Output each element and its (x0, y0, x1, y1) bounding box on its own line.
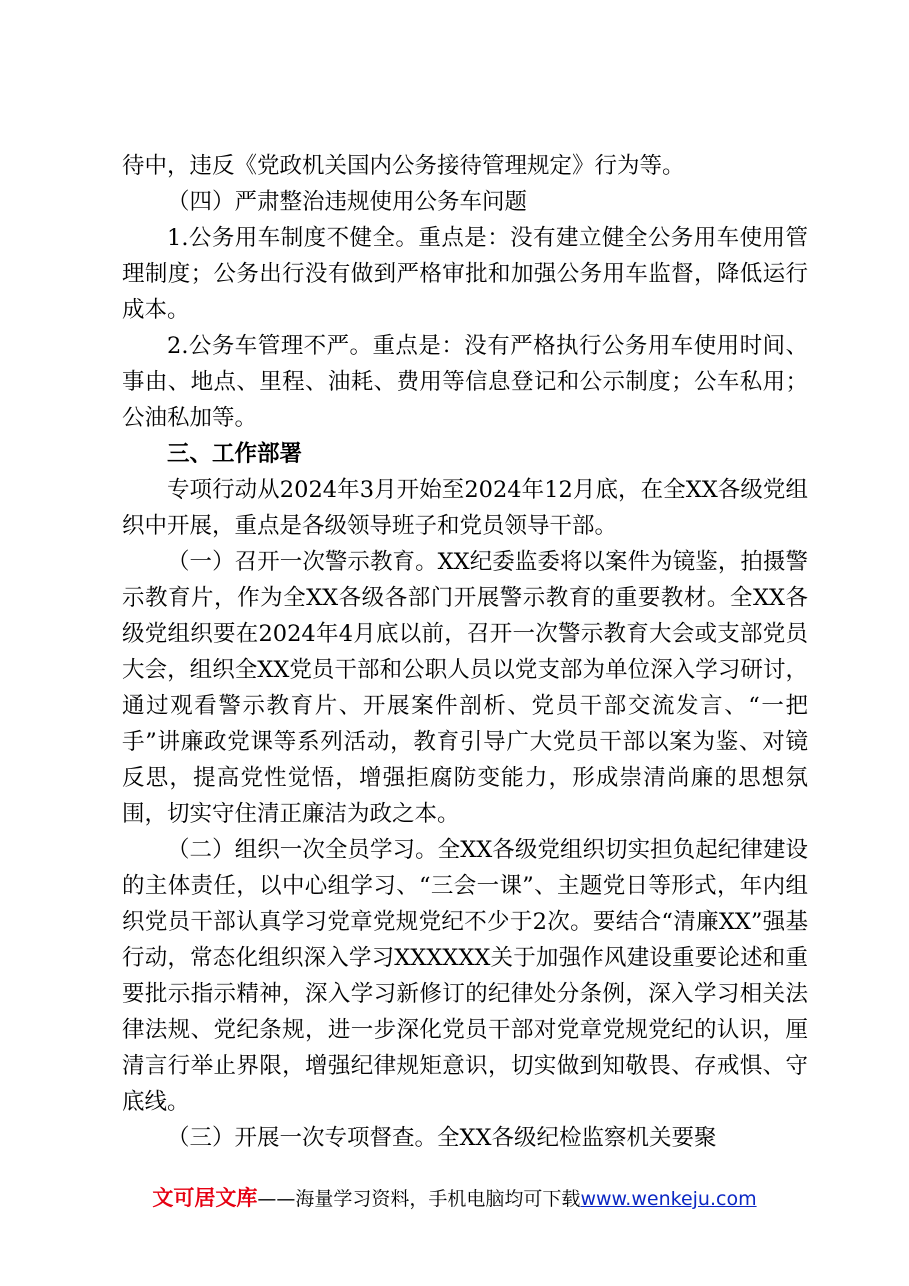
lead-warning-education: （一）召开一次警示教育。 (167, 549, 438, 575)
paragraph-special-inspection (122, 1120, 808, 1156)
footer-banner (0, 1182, 909, 1212)
text-special-inspection: 全XX各级纪检监察机关要聚 (437, 1125, 717, 1151)
paragraph-action-schedule: 专项行动从2024年3月开始至2024年12月底，在全XX各级党组织中开展，重点是各级领导班子和党员领导干部。 (122, 477, 808, 539)
footer-slogan: ——海量学习资料，手机电脑均可下载 (257, 1188, 581, 1210)
text-full-study: 全XX各级党组织切实担负起纪律建设的主体责任，以中心组学习、“三会一课”、主题党日等形式，年内组织党员干部认真学习党章党规党纪不少于2次。要结合“清廉XX”强基行动，常态化组织深入学习XXXXXX关于加强作风建设重要论述和重要批示指示精神，深入学习新修订的纪律处分条例，深入学习相关法律法规、党纪条规，进一步深化党员干部对党章党规党纪的认识，厘清言行举止界限，增强纪律规矩意识，切实做到知敬畏、存戒惧、守底线。 (122, 837, 808, 1115)
footer-brand: 文可居文库 (152, 1186, 258, 1210)
paragraph-vehicle-system: 1.公务用车制度不健全。重点是：没有建立健全公务用车使用管理制度；公务出行没有做到严格审批和加强公务用车监督，降低运行成本。 (122, 225, 808, 323)
lead-full-study: （二）组织一次全员学习。 (167, 837, 438, 863)
paragraph-continuation: 待中，违反《党政机关国内公务接待管理规定》行为等。 (122, 153, 685, 179)
paragraph-warning-education (122, 544, 808, 832)
lead-special-inspection: （三）开展一次专项督查。 (167, 1125, 438, 1151)
subheading-official-vehicles: （四）严肃整治违规使用公务车问题 (167, 189, 528, 215)
paragraph-vehicle-management: 2.公务车管理不严。重点是：没有严格执行公务用车使用时间、事由、地点、里程、油耗、费用等信息登记和公示制度；公车私用；公油私加等。 (122, 333, 808, 431)
paragraph-full-study (122, 832, 808, 1120)
footer-url-link[interactable]: www.wenkeju.com (580, 1188, 757, 1210)
text-warning-education: XX纪委监委将以案件为镜鉴，拍摄警示教育片，作为全XX各级各部门开展警示教育的重要教材。全XX各级党组织要在2024年4月底以前，召开一次警示教育大会或支部党员大会，组织全XX党员干部和公职人员以党支部为单位深入学习研讨，通过观看警示教育片、开展案件剖析、党员干部交流发言、“一把手”讲廉政党课等系列活动，教育引导广大党员干部以案为鉴、对镜反思，提高党性觉悟，增强拒腐防变能力，形成崇清尚廉的思想氛围，切实守住清正廉洁为政之本。 (122, 549, 808, 827)
document-body (122, 148, 808, 1156)
heading-work-deployment: 三、工作部署 (167, 441, 303, 467)
